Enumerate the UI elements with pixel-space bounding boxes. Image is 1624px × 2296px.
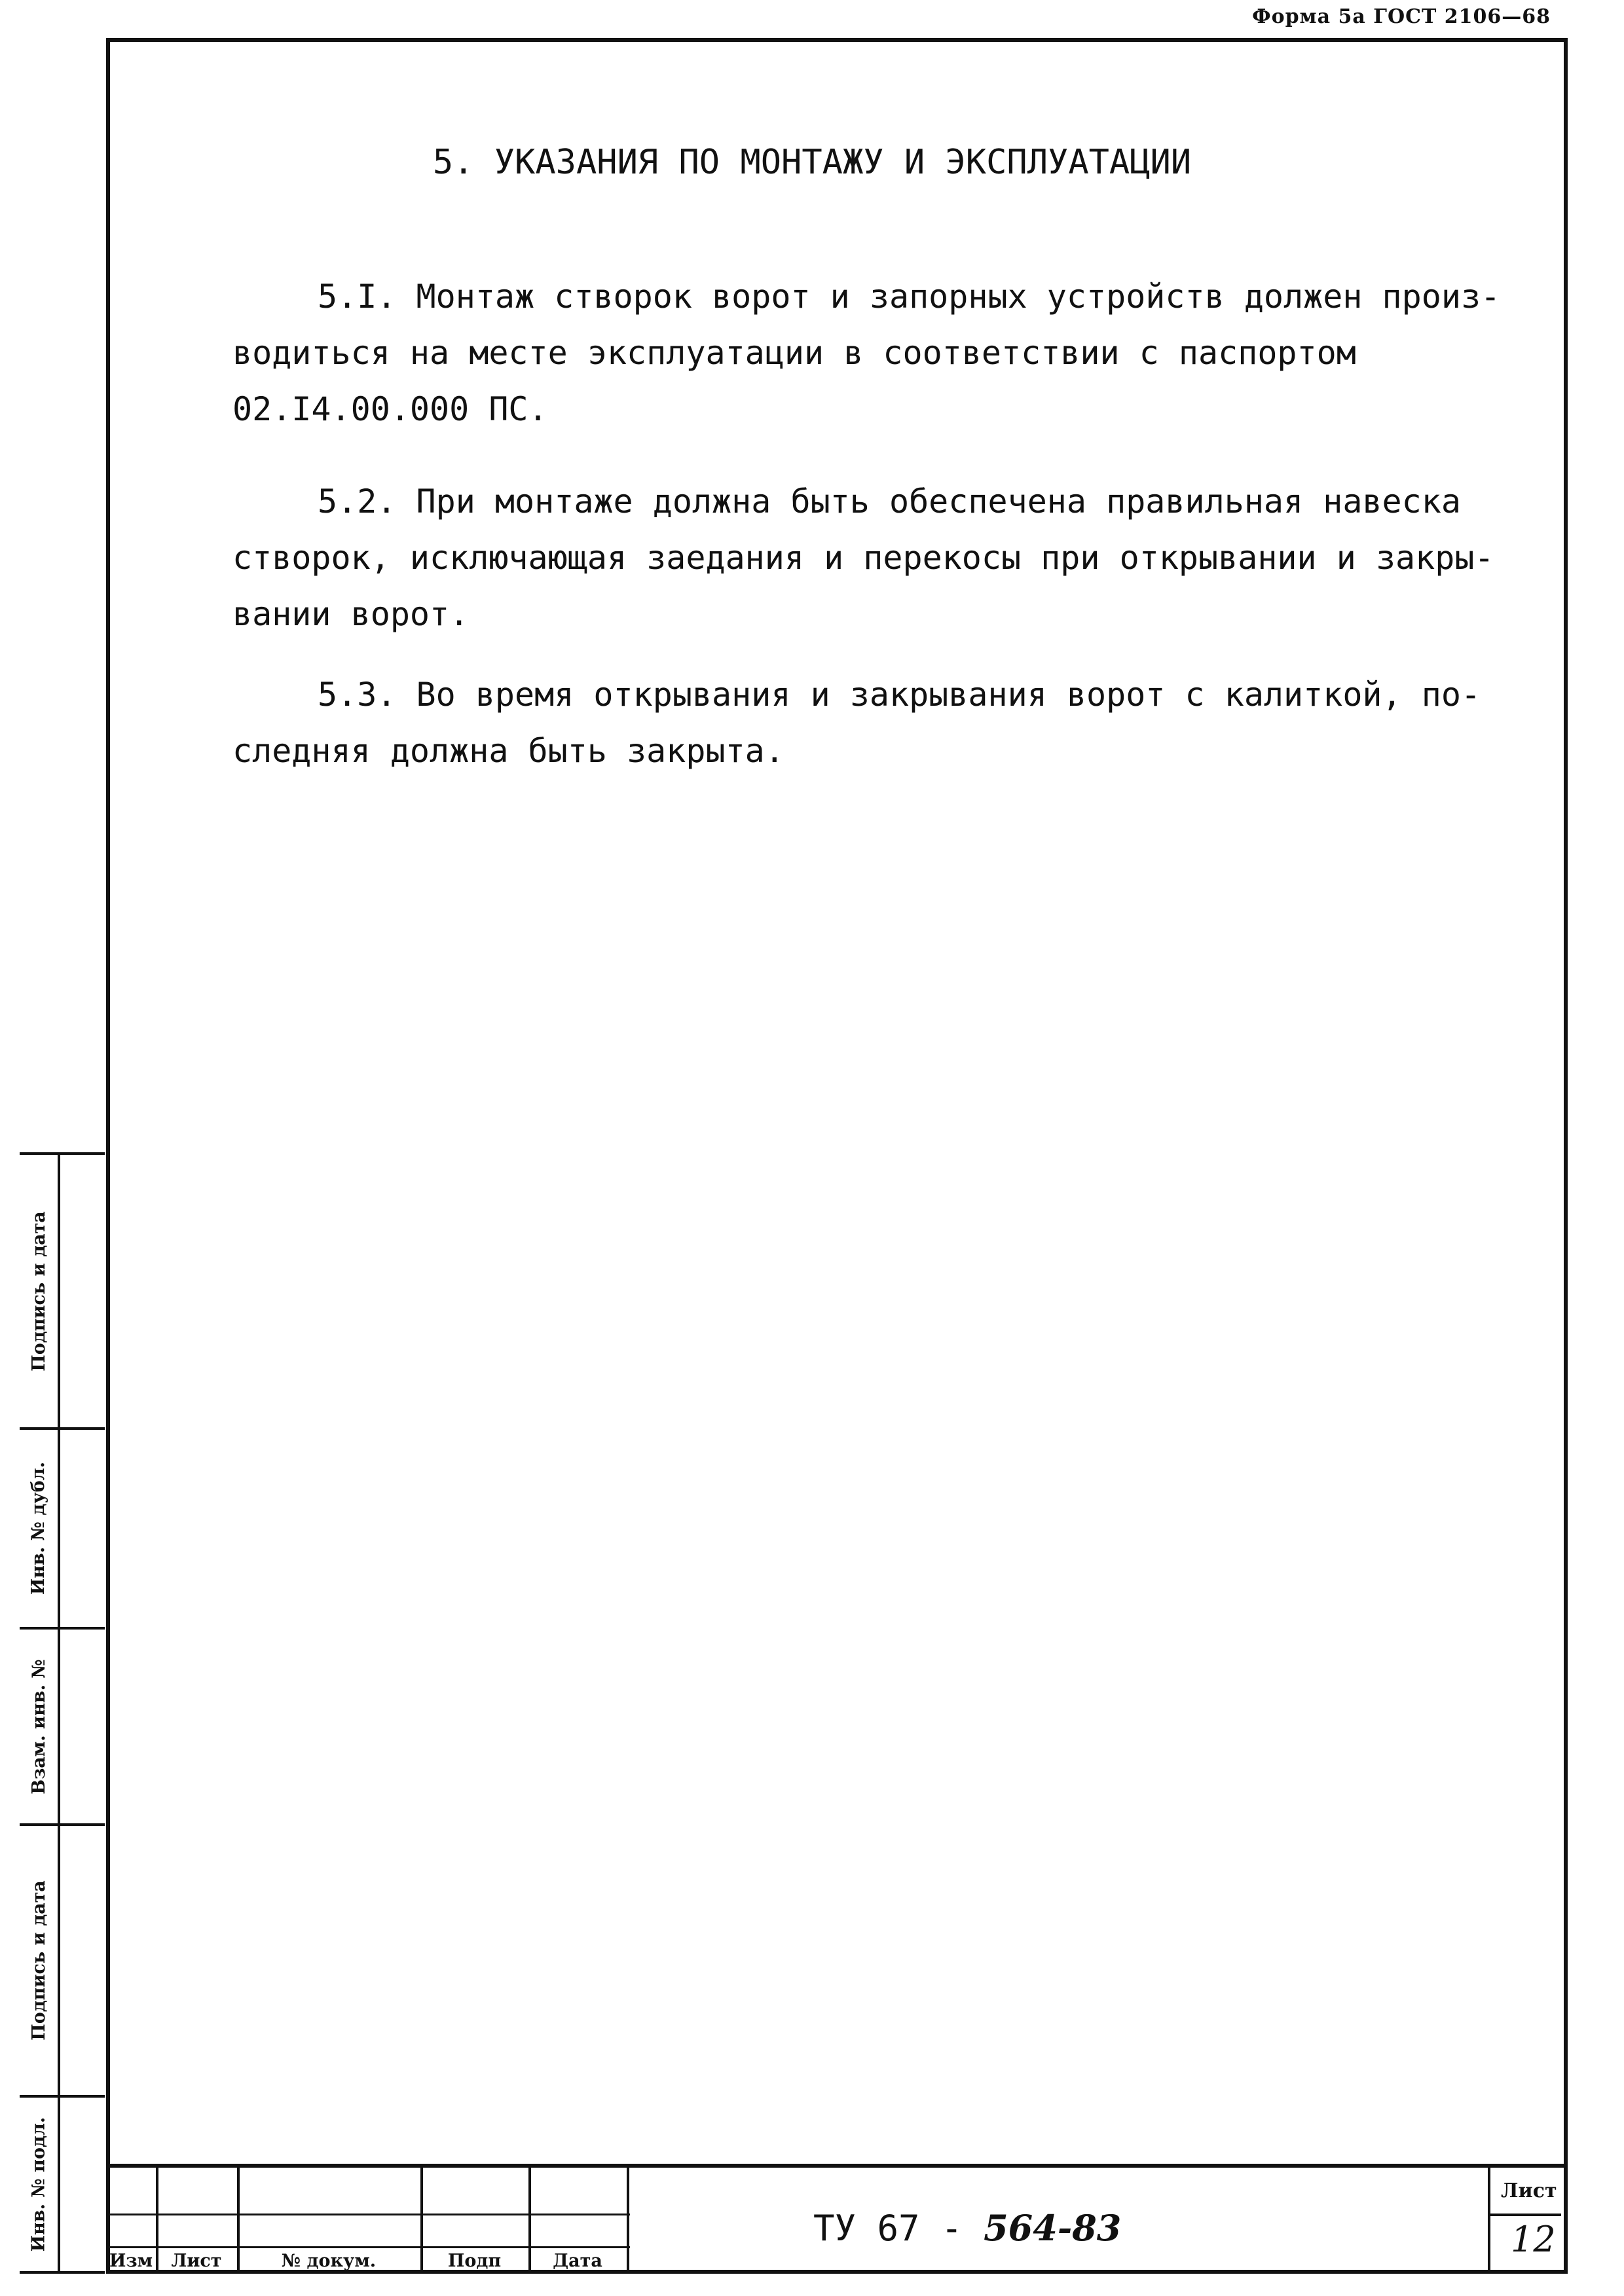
stamp-col-line xyxy=(1488,2168,1490,2274)
stamp-row-line xyxy=(106,2214,630,2215)
paragraph-line: 5.2. При монтаже должна быть обеспечена правильная навеска xyxy=(318,483,1461,520)
side-cell-duplicate-inv xyxy=(20,1427,105,1627)
side-cell-original-inv xyxy=(20,2095,105,2274)
side-cell-replaced-inv xyxy=(20,1627,105,1823)
stamp-header-doc-number: № докум. xyxy=(281,2251,377,2271)
paragraph-line: створок, исключающая заедания и перекосы при открывании и закры- xyxy=(232,539,1494,577)
paragraph-5-1 xyxy=(232,268,1536,437)
stamp-row-line xyxy=(106,2246,630,2248)
side-label: Инв. № подл. xyxy=(28,2117,49,2252)
sheet-number: 12 xyxy=(1511,2219,1556,2260)
stamp-col-line xyxy=(627,2168,629,2274)
form-label: Форма 5а ГОСТ 2106—68 xyxy=(1252,5,1551,28)
stamp-header-change: Изм xyxy=(109,2251,153,2271)
paragraph-line: 5.3. Во время открывания и закрывания ворот с калиткой, по- xyxy=(318,676,1481,714)
stamp-header-date: Дата xyxy=(553,2251,602,2271)
paragraph-line: водиться на месте эксплуатации в соответствии с паспортом xyxy=(232,334,1356,372)
document-code xyxy=(813,2207,1121,2249)
paragraph-5-2 xyxy=(232,473,1536,642)
paragraph-line: 02.I4.00.000 ПС. xyxy=(232,390,548,428)
title-block xyxy=(106,2164,1568,2274)
side-label: Инв. № дубл. xyxy=(28,1461,49,1595)
side-cell-signature-date-1 xyxy=(20,1152,105,1427)
sheet-label: Лист xyxy=(1501,2179,1557,2202)
paragraph-5-3 xyxy=(232,666,1536,779)
document-code-handwritten: 564-83 xyxy=(984,2207,1122,2249)
paragraph-line: 5.I. Монтаж створок ворот и запорных устройств должен произ- xyxy=(318,278,1501,316)
side-cell-signature-date-2 xyxy=(20,1823,105,2095)
sheet-divider xyxy=(1488,2214,1561,2216)
paragraph-line: следняя должна быть закрыта. xyxy=(232,732,784,770)
side-label: Подпись и дата xyxy=(28,1211,49,1372)
side-label: Подпись и дата xyxy=(28,1880,49,2041)
stamp-header-signature: Подп xyxy=(447,2251,502,2271)
stamp-header-sheet: Лист xyxy=(171,2251,222,2271)
side-label: Взам. инв. № xyxy=(28,1658,49,1795)
paragraph-line: вании ворот. xyxy=(232,595,470,633)
document-code-prefix: ТУ 67 - xyxy=(813,2208,984,2249)
section-title: 5. УКАЗАНИЯ ПО МОНТАЖУ И ЭКСПЛУАТАЦИИ xyxy=(432,143,1192,182)
